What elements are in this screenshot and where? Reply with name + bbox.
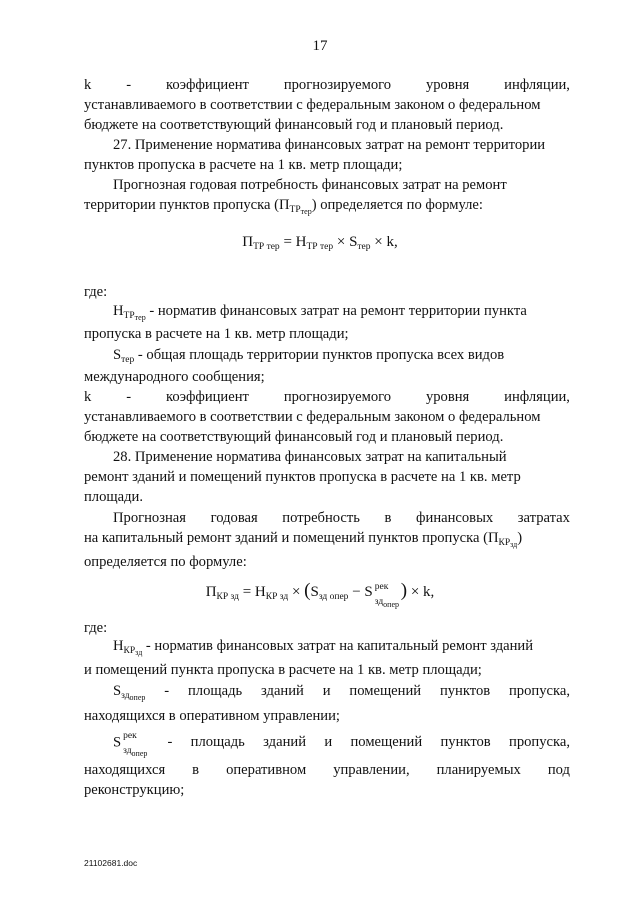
- clause-27-heading-cont: пунктов пропуска в расчете на 1 кв. метр площади;: [84, 157, 403, 173]
- s-rek-definition-end: реконструкцию;: [84, 782, 185, 798]
- k-definition-line-3: бюджете на соответствующий финансовый год и плановый период.: [84, 117, 504, 133]
- s-ter-definition-cont: международного сообщения;: [84, 369, 265, 385]
- formula-capital-repair: $П_{КР зд} = Н_{КР зд} \times (S_{зд опер} - S$ рек $зд_{опер}$ ) × k,: [205, 580, 435, 609]
- formula-territory-repair: $П_{ТР тер} = Н_{ТР тер} \times S_{тер} \times k$,: [242, 234, 398, 252]
- n-ter-definition: $Н_{ТР_{тер}}$ - норматив финансовых затрат на ремонт территории пункта: [113, 303, 527, 322]
- n-kr-definition: $Н_{КР_{зд}}$ - норматив финансовых затрат на капитальный ремонт зданий: [113, 638, 534, 657]
- clause-27-text-2: территории пунктов пропуска $(П_{ТР_{тер}})$ определяется по формуле:: [84, 197, 483, 216]
- clause-28-heading-end: площади.: [84, 489, 143, 505]
- file-footer: 21102681.doc: [84, 858, 138, 868]
- s-ter-definition: $S_{тер}$ - общая площадь территории пунктов пропуска всех видов: [113, 347, 505, 365]
- s-oper-definition-cont: находящихся в оперативном управлении;: [84, 708, 340, 724]
- clause-27-heading: 27. Применение норматива финансовых затрат на ремонт территории: [113, 137, 546, 153]
- s-rek-definition-cont: находящихся в оперативном управлении, планируемых под: [84, 762, 570, 778]
- s-oper-definition: $S_{зд_{опер}}$ - площадь зданий и помещений пунктов пропуска,: [113, 683, 570, 702]
- where-label-2: где:: [84, 620, 108, 636]
- k-definition-2-line-1: k - коэффициент прогнозируемого уровня инфляции,: [84, 389, 570, 405]
- k-definition-2-line-2: устанавливаемого в соответствии с федеральным законом о федеральном: [84, 409, 541, 425]
- n-ter-definition-cont: пропуска в расчете на 1 кв. метр площади;: [84, 326, 349, 342]
- s-rek-definition: S рек $зд_{опер}$ - площадь зданий и помещений пунктов пропуска,: [113, 731, 570, 758]
- clause-28-text-1: Прогнозная годовая потребность в финансовых затратах: [113, 510, 570, 526]
- clause-28-heading-cont: ремонт зданий и помещений пунктов пропуска в расчете на 1 кв. метр: [84, 469, 521, 485]
- clause-28-heading: 28. Применение норматива финансовых затрат на капитальный: [113, 449, 507, 465]
- k-definition-line-2: устанавливаемого в соответствии с федеральным законом о федеральном: [84, 97, 541, 113]
- clause-28-text-3: определяется по формуле:: [84, 554, 247, 570]
- n-kr-definition-cont: и помещений пункта пропуска в расчете на 1 кв. метр площади;: [84, 662, 482, 678]
- k-definition-2-line-3: бюджете на соответствующий финансовый год и плановый период.: [84, 429, 504, 445]
- clause-28-text-2: на капитальный ремонт зданий и помещений пунктов пропуска $(П_{КР_{зд}})$: [84, 530, 523, 549]
- k-definition-line-1: k - коэффициент прогнозируемого уровня инфляции,: [84, 77, 570, 93]
- clause-27-text-1: Прогнозная годовая потребность финансовых затрат на ремонт: [113, 177, 507, 193]
- page-number: 17: [312, 38, 328, 54]
- where-label-1: где:: [84, 284, 108, 300]
